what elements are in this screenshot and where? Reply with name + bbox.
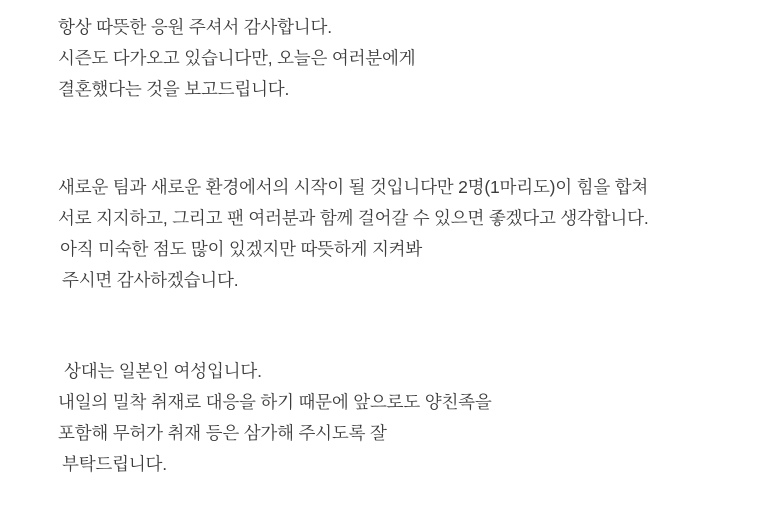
- paragraph-2-line-3: 아직 미숙한 점도 많이 있겠지만 따뜻하게 지켜봐: [60, 239, 423, 259]
- paragraph-2-line-4: 주시면 감사하겠습니다.: [62, 270, 239, 290]
- paragraph-2: [58, 172, 649, 296]
- paragraph-3-line-2: 내일의 밀착 취재로 대응을 하기 때문에 앞으로도 양친족을: [58, 392, 492, 412]
- paragraph-2-line-2: 서로 지지하고, 그리고 팬 여러분과 함께 걸어갈 수 있으면 좋겠다고 생각합니다.: [58, 208, 649, 228]
- paragraph-1-line-2: 시즌도 다가오고 있습니다만, 오늘은 여러분에게: [58, 48, 416, 68]
- paragraph-1-line-3: 결혼했다는 것을 보고드립니다.: [58, 79, 290, 99]
- paragraph-3-line-3: 포함해 무허가 취재 등은 삼가해 주시도록 잘: [58, 423, 387, 443]
- paragraph-3-line-4: 부탁드립니다.: [62, 454, 167, 474]
- paragraph-1-line-1: 항상 따뜻한 응원 주셔서 감사합니다.: [58, 17, 332, 37]
- paragraph-3-line-1: 상대는 일본인 여성입니다.: [64, 361, 262, 381]
- paragraph-2-line-1: 새로운 팀과 새로운 환경에서의 시작이 될 것입니다만 2명(1마리도)이 힘을 합쳐: [58, 177, 649, 197]
- paragraph-3: [58, 356, 492, 480]
- paragraph-1: [58, 12, 415, 105]
